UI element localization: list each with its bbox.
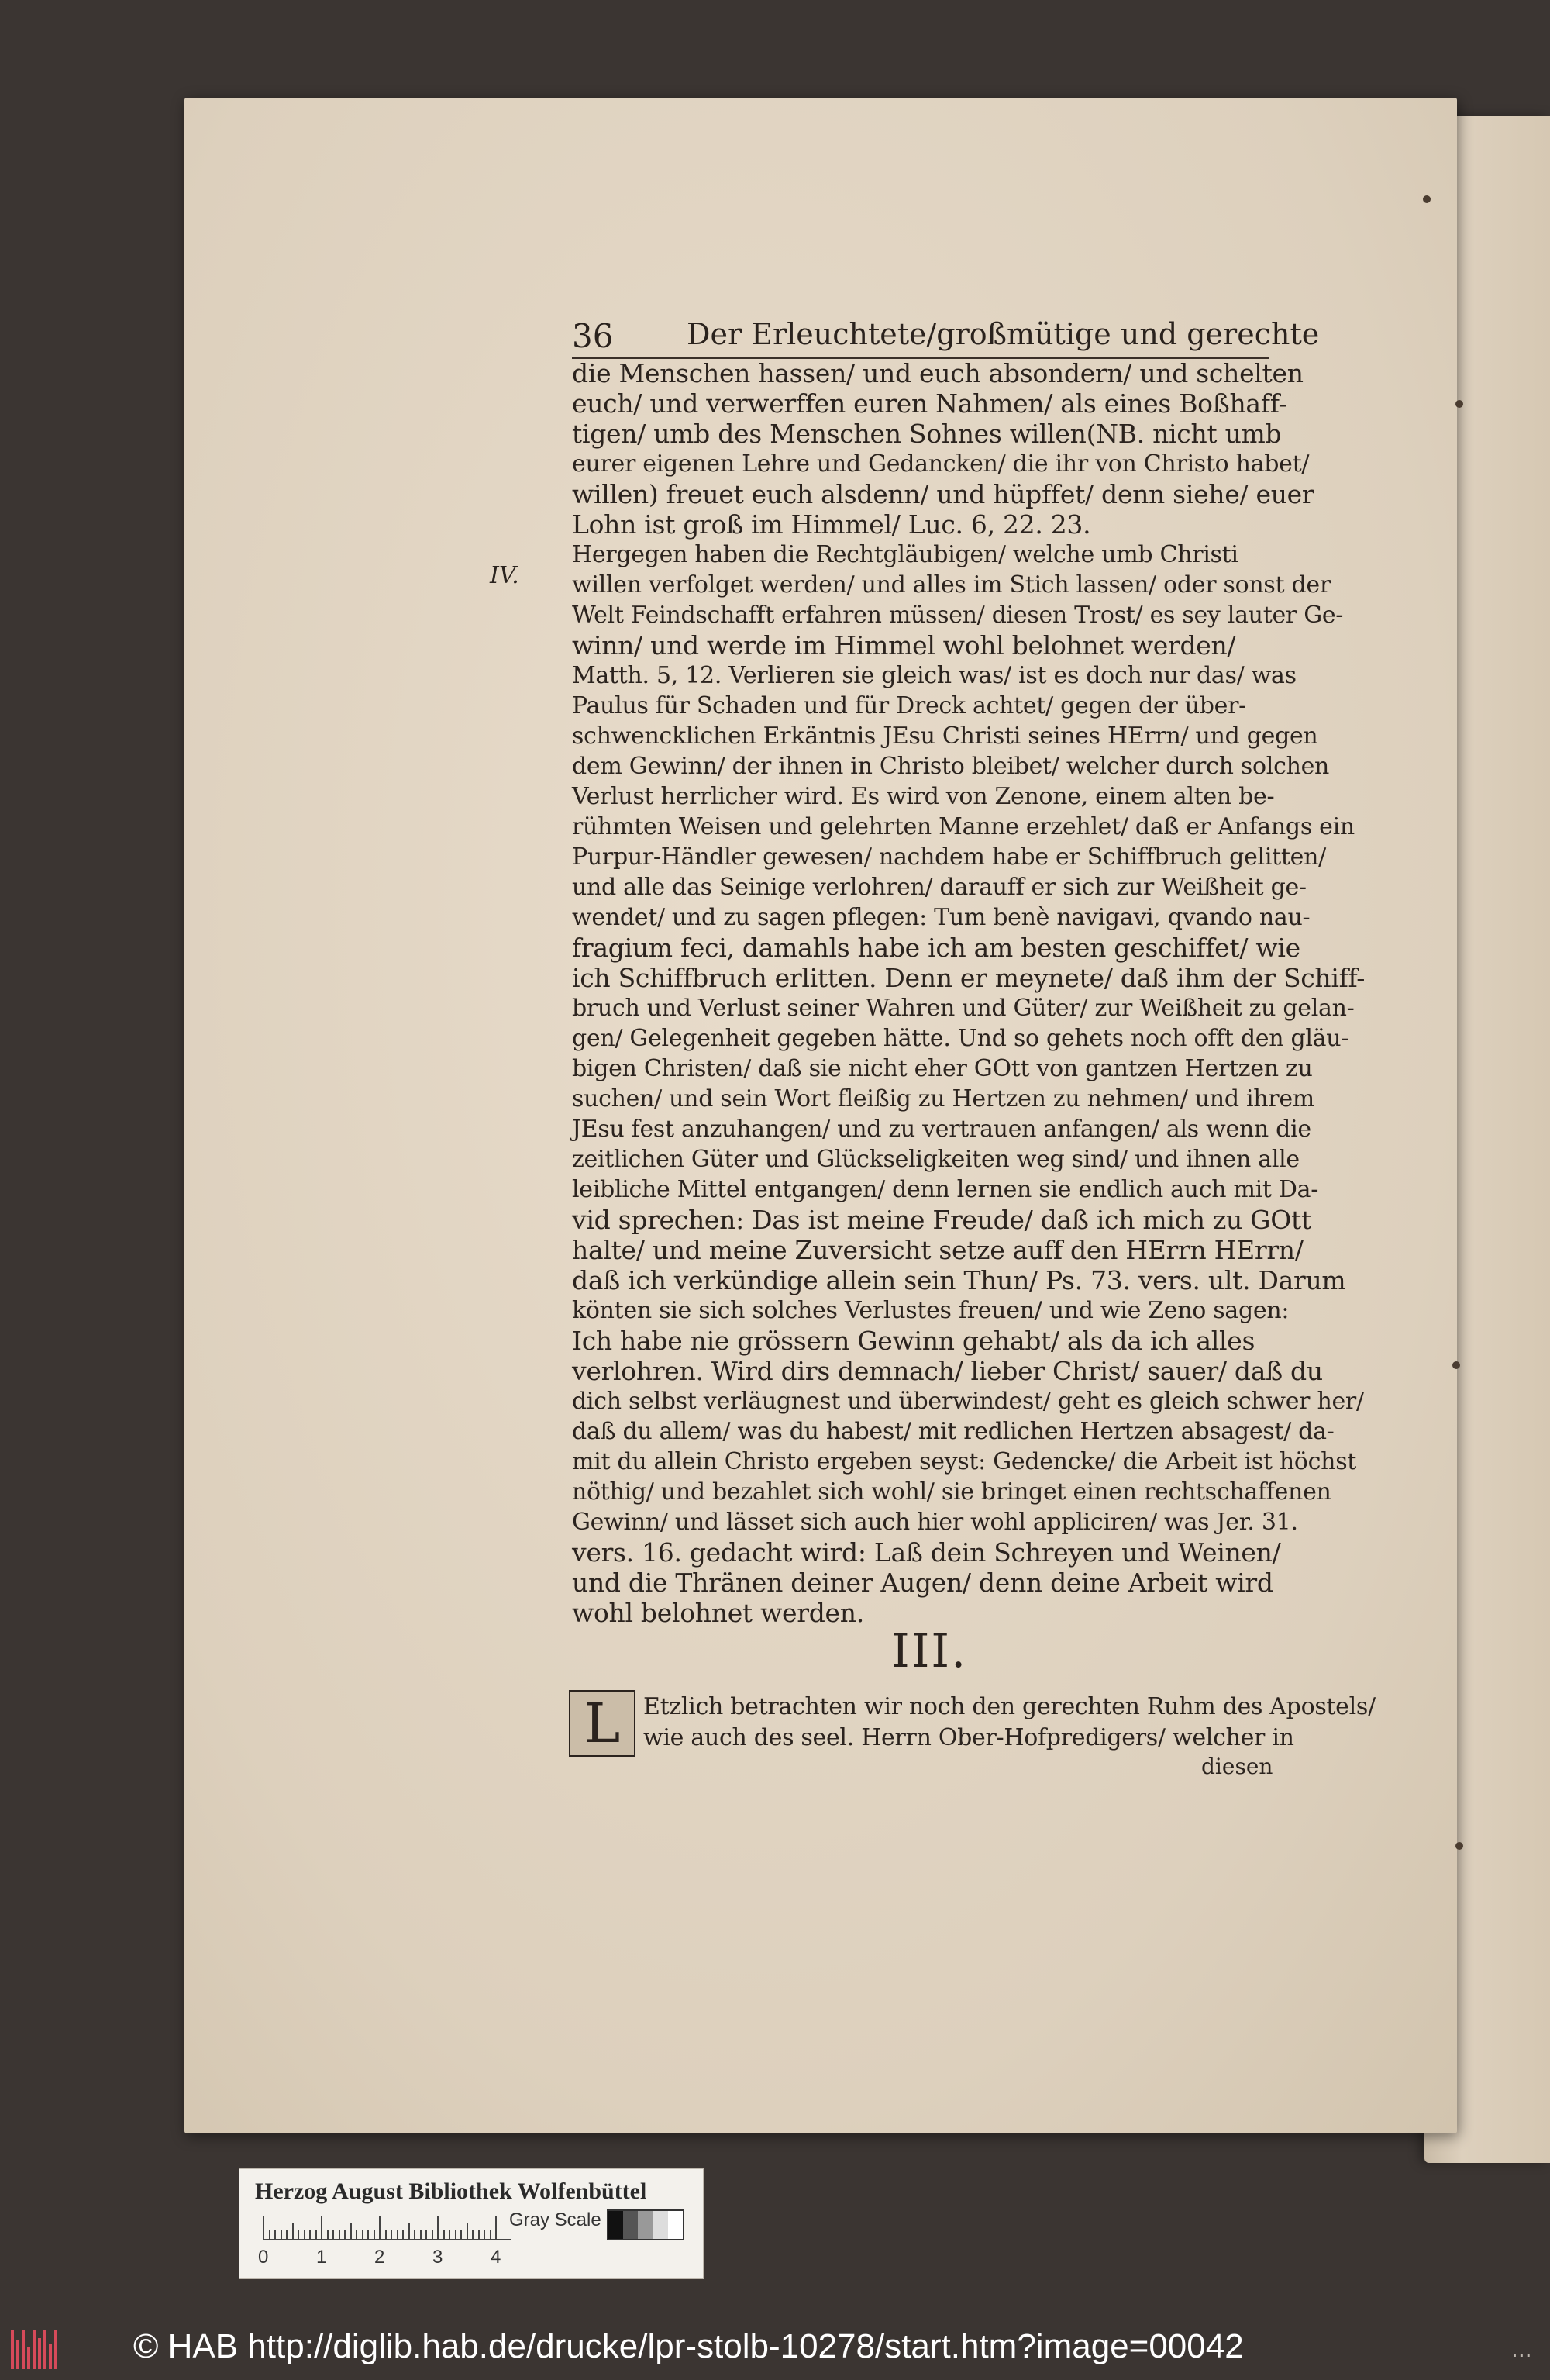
ruler-baseline	[263, 2239, 511, 2240]
ruler-label: 1	[316, 2247, 327, 2268]
ruler-tick	[402, 2230, 404, 2239]
ruler-tick	[356, 2230, 357, 2239]
text-line: und die Thränen deiner Augen/ denn deine Arbeit wird	[572, 1568, 1273, 1598]
ruler-tick	[379, 2216, 381, 2239]
ruler-label: 0	[258, 2247, 269, 2268]
text-line: vid sprechen: Das ist meine Freude/ daß ich mich zu GOtt	[572, 1205, 1311, 1235]
section-text	[643, 1692, 1376, 1754]
text-line: Paulus für Schaden und für Dreck achtet/ gegen der über-	[572, 692, 1247, 719]
text-line: euch/ und verwerffen euren Nahmen/ als eines Boßhaff-	[572, 388, 1287, 419]
text-line: wie auch des seel. Herrn Ober-Hofpredigers/ welcher in	[643, 1724, 1294, 1751]
ruler-tick	[362, 2230, 363, 2239]
ruler-tick	[281, 2230, 282, 2239]
text-line: schwencklichen Erkäntnis JEsu Christi seines HErrn/ und gegen	[572, 723, 1318, 750]
text-line: leibliche Mittel entgangen/ denn lernen sie endlich auch mit Da-	[572, 1176, 1319, 1203]
ruler-tick	[321, 2216, 322, 2239]
ruler-tick	[385, 2230, 387, 2239]
text-line: wendet/ und zu sagen pflegen: Tum benè navigavi, qvando nau-	[572, 904, 1311, 931]
text-line: Lohn ist groß im Himmel/ Luc. 6, 22. 23.	[572, 509, 1091, 540]
text-line: fragium feci, damahls habe ich am besten geschiffet/ wie	[572, 933, 1300, 963]
text-line: Ich habe nie grössern Gewinn gehabt/ als da ich alles	[572, 1326, 1256, 1356]
text-line: ich Schiffbruch erlitten. Denn er meynete/ daß ihm der Schiff-	[572, 963, 1366, 993]
text-line: dem Gewinn/ der ihnen in Christo bleibet/ welcher durch solchen	[572, 753, 1330, 780]
catchword: diesen	[1201, 1754, 1273, 1779]
ruler-tick	[367, 2230, 369, 2239]
ruler-label: 2	[374, 2247, 385, 2268]
ruler-tick	[332, 2230, 334, 2239]
text-line: halte/ und meine Zuversicht setze auff den HErrn HErrn/	[572, 1235, 1304, 1265]
text-line: nöthig/ und bezahlet sich wohl/ sie bringet einen rechtschaffenen	[572, 1478, 1331, 1506]
ruler-tick	[274, 2230, 276, 2239]
ruler-tick	[495, 2216, 497, 2239]
ruler-tick	[467, 2223, 468, 2239]
library-name: Herzog August Bibliothek Wolfenbüttel	[255, 2178, 647, 2204]
text-line: dich selbst verläugnest und überwindest/ geht es gleich schwer her/	[572, 1388, 1364, 1415]
text-line: und alle das Seinige verlohren/ darauff er sich zur Weißheit ge-	[572, 874, 1307, 901]
text-line: Hergegen haben die Rechtgläubigen/ welche umb Christi	[572, 541, 1238, 568]
ruler-tick	[374, 2230, 375, 2239]
ruler-tick	[344, 2230, 346, 2239]
ruler-tick	[327, 2230, 329, 2239]
ruler-tick	[455, 2230, 456, 2239]
text-line: willen) freuet euch alsdenn/ und hüpffet/ denn siehe/ euer	[572, 479, 1314, 509]
text-line: verlohren. Wird dirs demnach/ lieber Christ/ sauer/ daß du	[572, 1356, 1323, 1386]
grayscale-bar	[607, 2209, 684, 2240]
text-line: bigen Christen/ daß sie nicht eher GOtt von gantzen Hertzen zu	[572, 1055, 1313, 1082]
text-line: Welt Feindschafft erfahren müssen/ diesen Trost/ es sey lauter Ge-	[572, 602, 1344, 629]
text-line: gen/ Gelegenheit gegeben hätte. Und so gehets noch offt den gläu-	[572, 1025, 1349, 1052]
ruler-tick	[397, 2230, 398, 2239]
text-line: wohl belohnet werden.	[572, 1598, 864, 1628]
scale-ruler	[263, 2213, 511, 2240]
text-line: Etzlich betrachten wir noch den gerechten Ruhm des Apostels/	[643, 1693, 1376, 1720]
ruler-tick	[437, 2216, 439, 2239]
binding-hole	[1455, 400, 1463, 408]
page-number: 36	[572, 317, 614, 355]
text-line: zeitlichen Güter und Glückseligkeiten weg sind/ und ihnen alle	[572, 1146, 1300, 1173]
text-line: rühmten Weisen und gelehrten Manne erzehlet/ daß er Anfangs ein	[572, 813, 1355, 840]
ruler-tick	[309, 2230, 311, 2239]
text-line: suchen/ und sein Wort fleißig zu Hertzen zu nehmen/ und ihrem	[572, 1085, 1314, 1112]
ruler-tick	[432, 2230, 433, 2239]
ruler-tick	[339, 2230, 340, 2239]
ruler-tick	[484, 2230, 485, 2239]
text-line: winn/ und werde im Himmel wohl belohnet werden/	[572, 630, 1236, 661]
section-heading: III.	[891, 1624, 968, 1678]
ruler-tick	[425, 2230, 427, 2239]
ruler-tick	[472, 2230, 474, 2239]
ruler-tick	[490, 2230, 491, 2239]
decorated-initial: L	[569, 1690, 636, 1757]
text-line: tigen/ umb des Menschen Sohnes willen(NB. nicht umb	[572, 419, 1282, 449]
more-icon[interactable]: ...	[1511, 2337, 1532, 2362]
ruler-tick	[478, 2230, 480, 2239]
binding-hole	[1455, 1842, 1463, 1850]
running-head: Der Erleuchtete/großmütige und gerechte	[687, 317, 1320, 351]
ruler-tick	[269, 2230, 270, 2239]
text-line: Matth. 5, 12. Verlieren sie gleich was/ ist es doch nur das/ was	[572, 662, 1297, 689]
text-line: vers. 16. gedacht wird: Laß dein Schreyen und Weinen/	[572, 1537, 1281, 1568]
binding-hole	[1423, 195, 1431, 203]
text-line: daß ich verkündige allein sein Thun/ Ps. 73. vers. ult. Darum	[572, 1265, 1346, 1295]
ruler-tick	[443, 2230, 445, 2239]
text-line: willen verfolget werden/ und alles im Stich lassen/ oder sonst der	[572, 571, 1331, 598]
ruler-tick	[350, 2223, 352, 2239]
margin-mark: IV.	[490, 562, 519, 589]
grayscale-label: Gray Scale	[509, 2209, 601, 2230]
ruler-label: 4	[491, 2247, 501, 2268]
ruler-tick	[315, 2230, 317, 2239]
body-text	[572, 358, 1366, 1628]
ruler-tick	[460, 2230, 462, 2239]
ruler-tick	[263, 2216, 264, 2239]
text-line: daß du allem/ was du habest/ mit redlichen Hertzen absagest/ da-	[572, 1418, 1335, 1445]
text-line: eurer eigenen Lehre und Gedancken/ die ihr von Christo habet/	[572, 450, 1310, 478]
text-line: die Menschen hassen/ und euch absondern/ und schelten	[572, 358, 1304, 388]
ruler-label: 3	[432, 2247, 443, 2268]
binding-hole	[1452, 1361, 1460, 1369]
library-color-card	[239, 2168, 704, 2279]
ruler-labels	[258, 2247, 537, 2270]
ruler-tick	[414, 2230, 415, 2239]
copyright-url[interactable]: © HAB http://diglib.hab.de/drucke/lpr-stolb-10278/start.htm?image=00042	[133, 2327, 1244, 2365]
hab-logo-icon	[11, 2329, 64, 2369]
ruler-tick	[420, 2230, 422, 2239]
ruler-tick	[292, 2223, 294, 2239]
ruler-tick	[391, 2230, 392, 2239]
text-line: Gewinn/ und lässet sich auch hier wohl appliciren/ was Jer. 31.	[572, 1509, 1298, 1536]
text-line: Purpur-Händler gewesen/ nachdem habe er Schiffbruch gelitten/	[572, 843, 1326, 871]
footer-bar	[0, 2318, 1550, 2380]
ruler-tick	[286, 2230, 288, 2239]
text-line: könten sie sich solches Verlustes freuen/ und wie Zeno sagen:	[572, 1297, 1290, 1324]
text-line: mit du allein Christo ergeben seyst: Gedencke/ die Arbeit ist höchst	[572, 1448, 1357, 1475]
text-line: bruch und Verlust seiner Wahren und Güter/ zur Weißheit zu gelan-	[572, 995, 1355, 1022]
ruler-tick	[304, 2230, 305, 2239]
ruler-tick	[298, 2230, 299, 2239]
page-header	[572, 314, 1320, 359]
ruler-tick	[449, 2230, 450, 2239]
text-line: JEsu fest anzuhangen/ und zu vertrauen anfangen/ als wenn die	[572, 1116, 1311, 1143]
ruler-tick	[408, 2223, 410, 2239]
text-line: Verlust herrlicher wird. Es wird von Zenone, einem alten be-	[572, 783, 1275, 810]
